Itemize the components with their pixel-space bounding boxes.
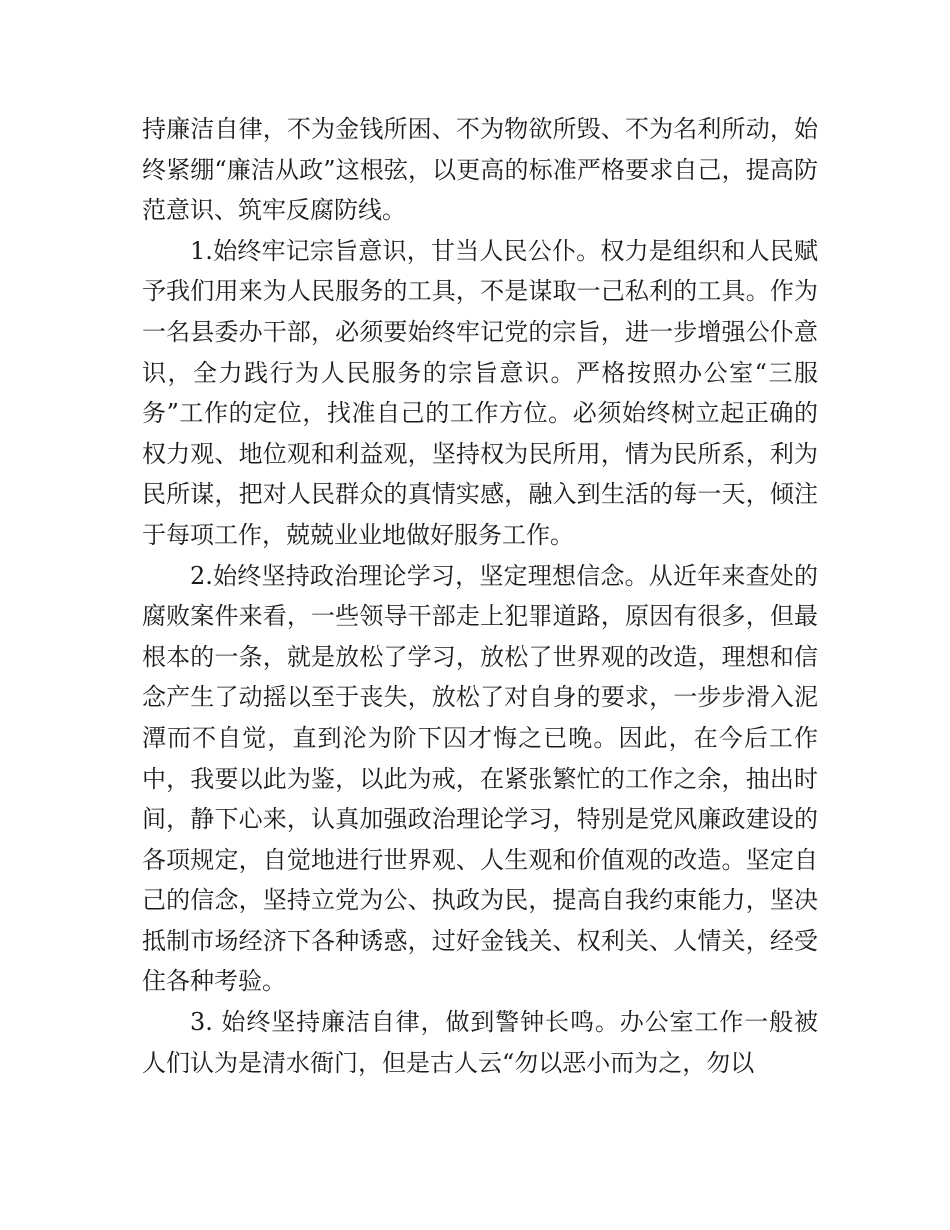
paragraph-item-1: 1.始终牢记宗旨意识，甘当人民公仆。权力是组织和人民赋予我们用来为人民服务的工具，不是谋取一己私利的工具。作为一名县委办干部，必须要始终牢记党的宗旨，进一步增强公仆意识，全力践行为人民服务的宗旨意识。严格按照办公室“三服务”工作的定位，找准自己的工作方位。必须始终树立起正确的权力观、地位观和利益观，坚持权为民所用，情为民所系，利为民所谋，把对人民群众的真情实感，融入到生活的每一天，倾注于每项工作，兢兢业业地做好服务工作。 xyxy=(142,236,818,549)
document-page xyxy=(142,109,818,1083)
paragraph-intro: 持廉洁自律，不为金钱所困、不为物欲所毁、不为名利所动，始终紧绷“廉洁从政”这根弦，以更高的标准严格要求自己，提高防范意识、筑牢反腐防线。 xyxy=(142,115,818,225)
paragraph-item-3: 3. 始终坚持廉洁自律，做到警钟长鸣。办公室工作一般被人们认为是清水衙门，但是古人云“勿以恶小而为之，勿以 xyxy=(142,1008,818,1077)
paragraph-item-2: 2.始终坚持政治理论学习，坚定理想信念。从近年来查处的腐败案件来看，一些领导干部走上犯罪道路，原因有很多，但最根本的一条，就是放松了学习，放松了世界观的改造，理想和信念产生了动摇以至于丧失，放松了对自身的要求，一步步滑入泥潭而不自觉，直到沦为阶下囚才悔之已晚。因此，在今后工作中，我要以此为鉴，以此为戒，在紧张繁忙的工作之余，抽出时间，静下心来，认真加强政治理论学习，特别是党风廉政建设的各项规定，自觉地进行世界观、人生观和价值观的改造。坚定自己的信念，坚持立党为公、执政为民，提高自我约束能力，坚决抵制市场经济下各种诱惑，过好金钱关、权利关、人情关，经受住各种考验。 xyxy=(142,561,818,996)
